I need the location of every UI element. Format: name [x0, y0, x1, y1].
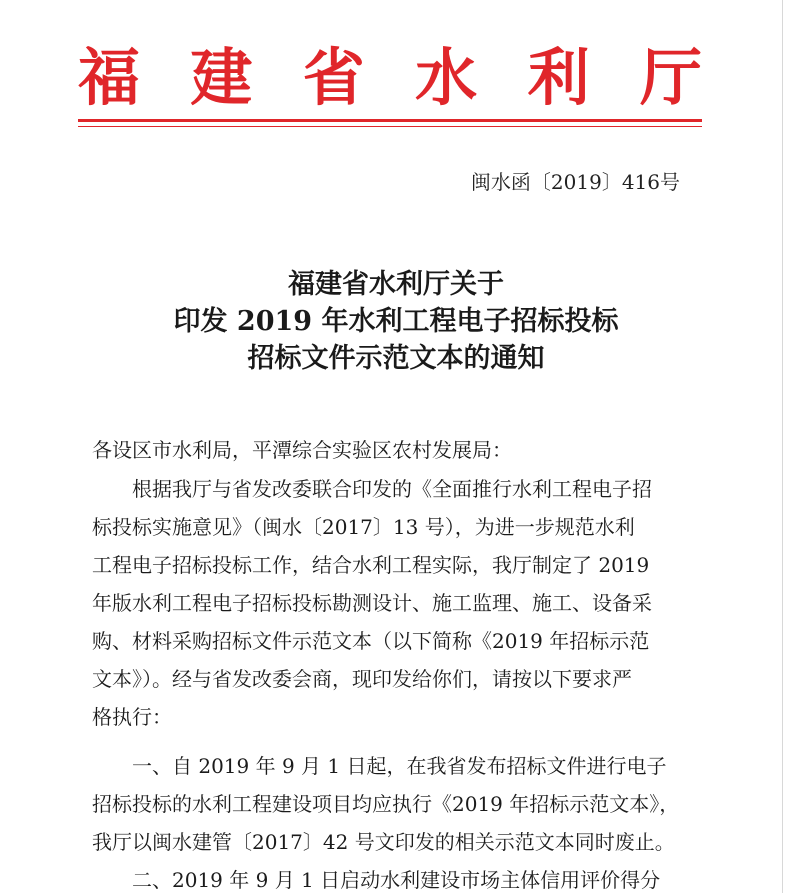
body-line: 格执行：	[92, 705, 172, 729]
masthead-rule-thin	[78, 126, 702, 127]
body-line: 标投标实施意见》（闽水〔2017〕13 号），为进一步规范水利	[92, 515, 635, 539]
document-title	[60, 266, 732, 377]
body-line: 年版水利工程电子招标投标勘测设计、施工监理、施工、设备采	[92, 591, 652, 615]
body-line: 文本》）。经与省发改委会商，现印发给你们，请按以下要求严	[92, 667, 632, 691]
masthead-char: 水	[415, 41, 478, 114]
masthead-char: 建	[190, 41, 253, 114]
title-line: 福建省水利厅关于	[288, 269, 504, 300]
body-line: 购、材料采购招标文件示范文本（以下简称《2019 年招标示范	[92, 629, 650, 653]
document-number: 闽水函〔2019〕416号	[470, 170, 680, 194]
masthead-char: 福	[78, 41, 141, 114]
body-line: 一、自 2019 年 9 月 1 日起，在我省发布招标文件进行电子	[132, 754, 667, 778]
masthead-char: 省	[302, 41, 365, 114]
body-paragraph-1	[92, 470, 692, 736]
body-line: 招标投标的水利工程建设项目均应执行《2019 年招标示范文本》，	[92, 792, 680, 816]
body-line: 工程电子招标投标工作，结合水利工程实际，我厅制定了 2019	[92, 553, 650, 577]
masthead-char: 厅	[639, 41, 702, 114]
body-line: 二、2019 年 9 月 1 日启动水利建设市场主体信用评价得分	[132, 868, 661, 892]
masthead-rule-thick	[78, 119, 702, 122]
body-paragraph-2	[92, 747, 692, 893]
body-line: 我厅以闽水建管〔2017〕42 号文印发的相关示范文本同时废止。	[92, 830, 675, 854]
masthead-issuer-name	[78, 38, 702, 118]
title-line: 招标文件示范文本的通知	[247, 343, 545, 374]
salutation: 各设区市水利局，平潭综合实验区农村发展局：	[92, 438, 512, 462]
body-line: 根据我厅与省发改委联合印发的《全面推行水利工程电子招	[132, 477, 652, 501]
page-edge-divider	[782, 0, 783, 893]
title-line: 印发 2019 年水利工程电子招标投标	[173, 306, 619, 337]
masthead-char: 利	[527, 41, 590, 114]
